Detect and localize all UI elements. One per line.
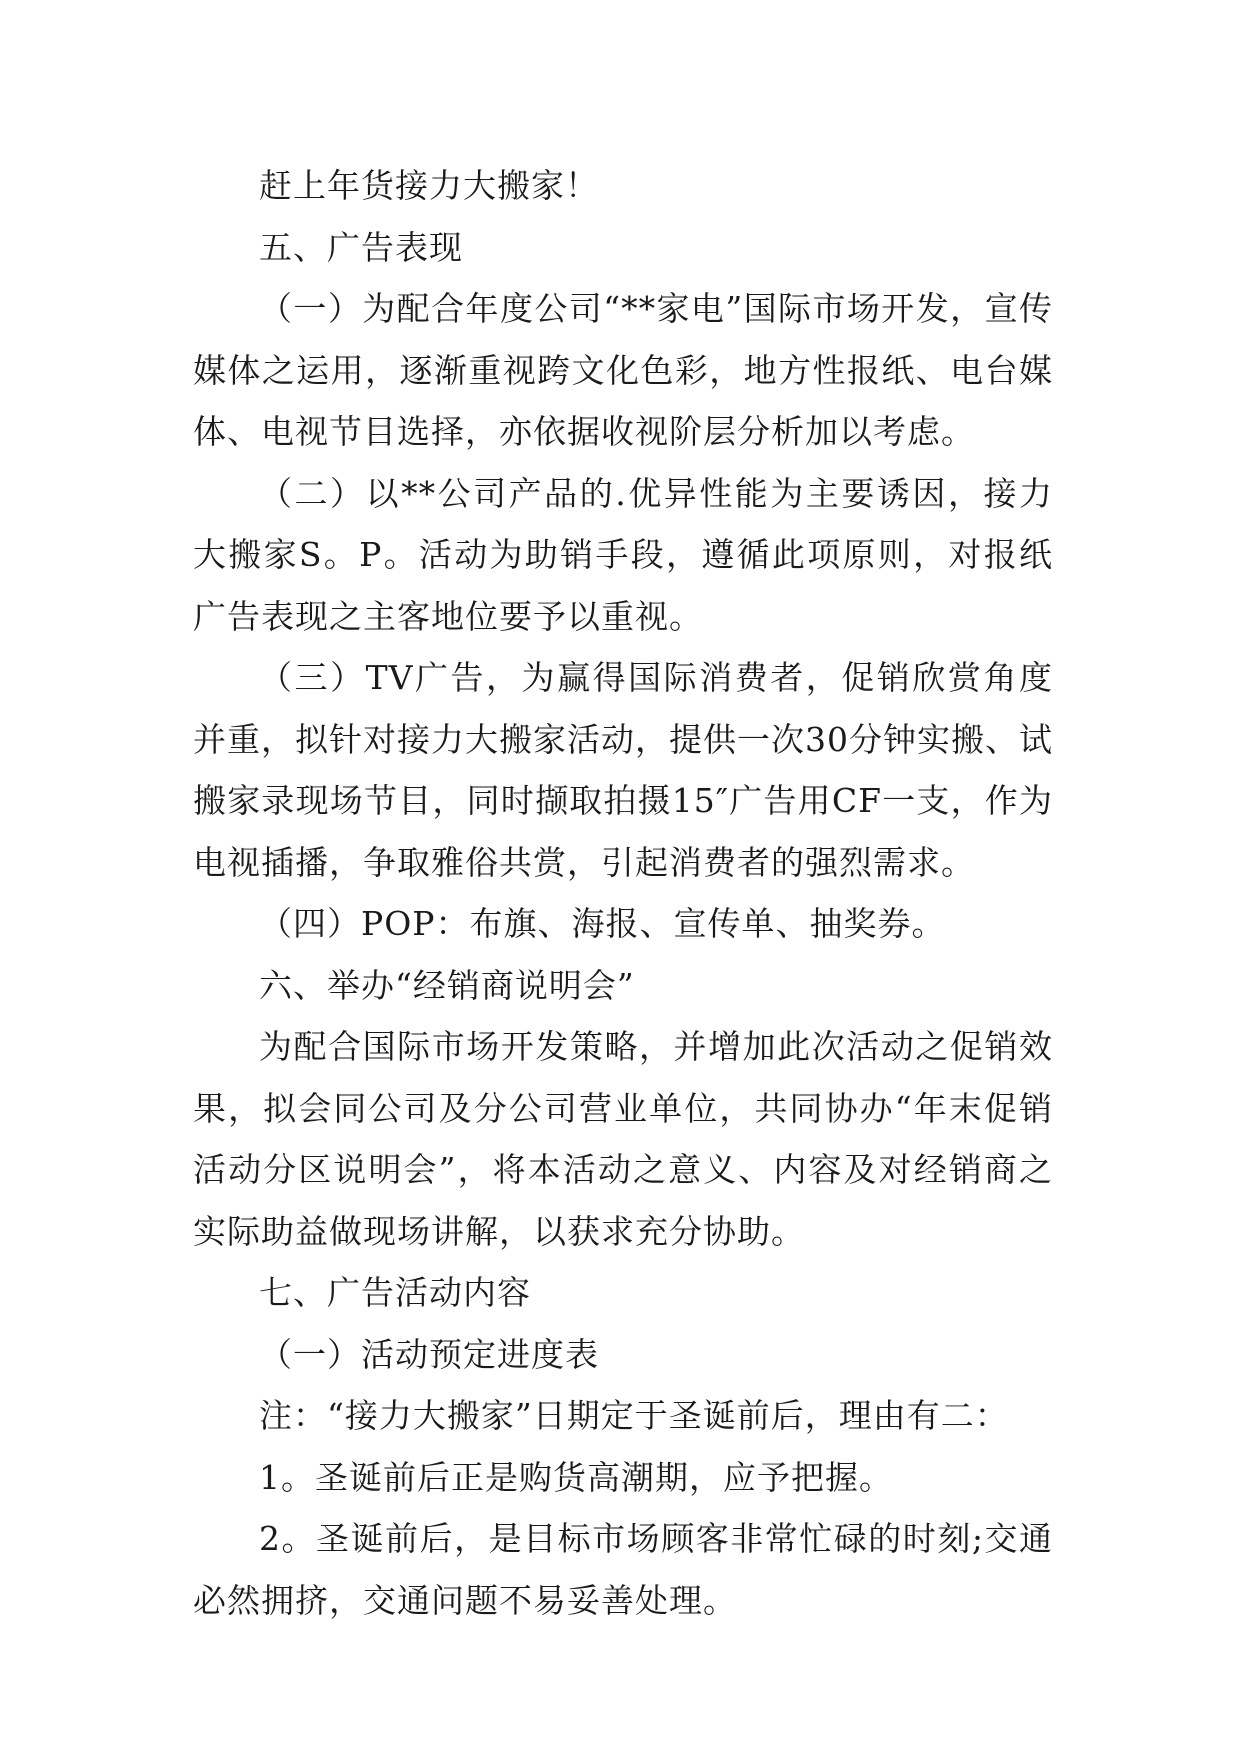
paragraph-6-body: 为配合国际市场开发策略，并增加此次活动之促销效果，拟会同公司及分公司营业单位，共同协办“年末促销活动分区说明会”，将本活动之意义、内容及对经销商之实际助益做现场讲解，以获求充分协助。	[193, 1027, 1053, 1251]
heading-section-6: 六、举办“经销商说明会”	[259, 965, 635, 1005]
paragraph-7-1: （一）活动预定进度表	[259, 1334, 599, 1374]
heading-section-5: 五、广告表现	[259, 227, 463, 267]
paragraph-5-3: （三）TV广告，为赢得国际消费者，促销欣赏角度并重，拟针对接力大搬家活动，提供一次30分钟实搬、试搬家录现场节目，同时撷取拍摄15″广告用CF一支，作为电视插播，争取雅俗共赏，引起消费者的强烈需求。	[193, 658, 1053, 882]
paragraph-reason-1: 1。圣诞前后正是购货高潮期，应予把握。	[259, 1457, 893, 1497]
paragraph-note: 注：“接力大搬家”日期定于圣诞前后，理由有二：	[259, 1396, 1009, 1435]
paragraph-closing-slogan: 赶上年货接力大搬家！	[259, 166, 599, 205]
paragraph-reason-2: 2。圣诞前后，是目标市场顾客非常忙碌的时刻;交通必然拥挤，交通问题不易妥善处理。	[193, 1519, 1053, 1620]
paragraph-5-1: （一）为配合年度公司“**家电”国际市场开发，宣传媒体之运用，逐渐重视跨文化色彩，地方性报纸、电台媒体、电视节目选择，亦依据收视阶层分析加以考虑。	[193, 289, 1053, 451]
paragraph-5-2: （二）以**公司产品的.优异性能为主要诱因，接力大搬家S。P。活动为助销手段，遵循此项原则，对报纸广告表现之主客地位要予以重视。	[193, 473, 1053, 636]
document-body	[193, 155, 1053, 1631]
paragraph-5-4: （四）POP：布旗、海报、宣传单、抽奖券。	[259, 904, 946, 943]
heading-section-7: 七、广告活动内容	[259, 1273, 531, 1312]
